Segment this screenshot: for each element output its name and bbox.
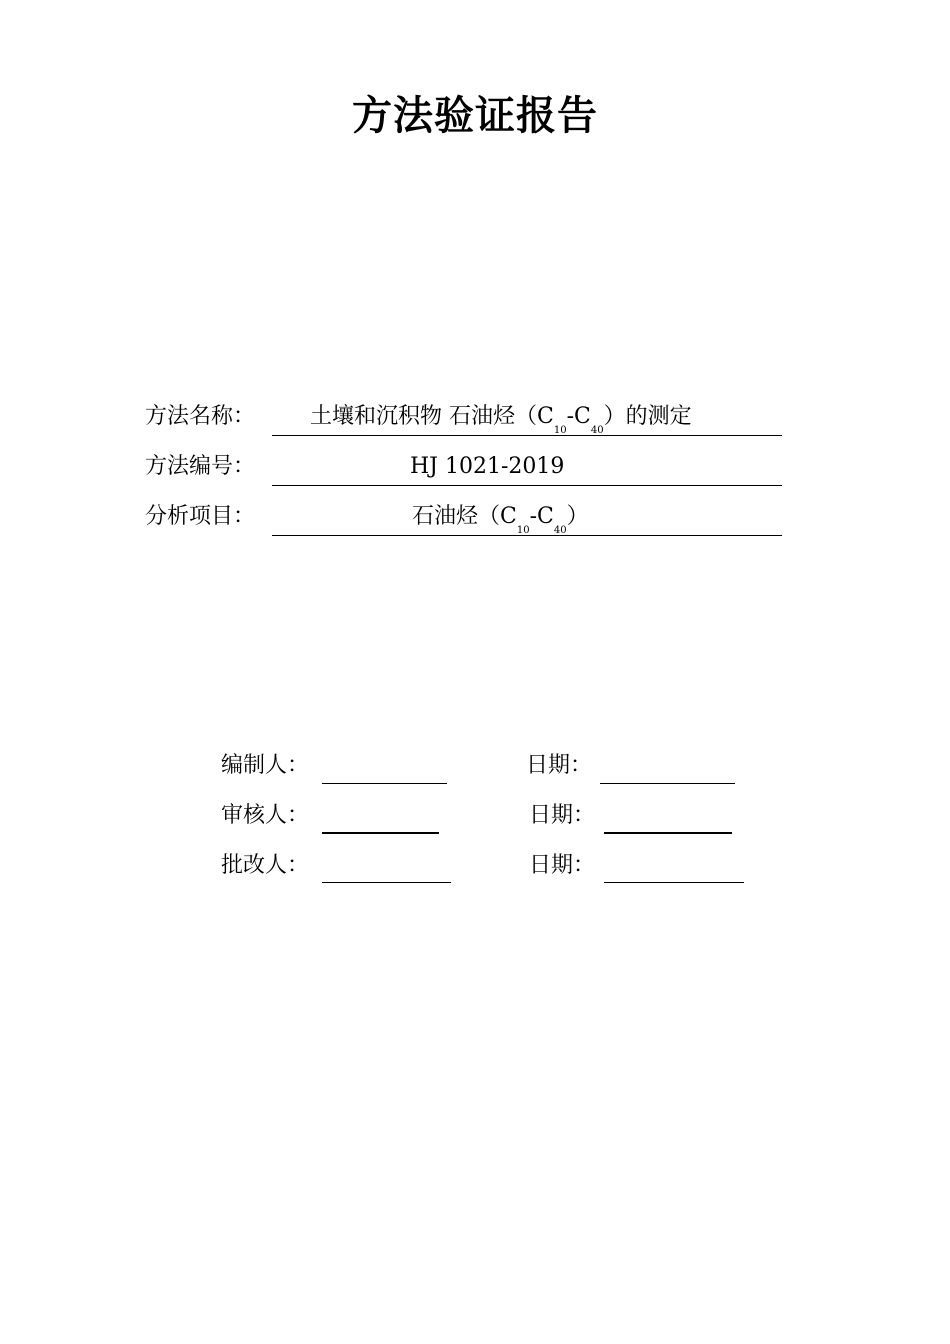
method-name-text: 土壤和沉积物 石油烃（C: [310, 404, 554, 429]
method-number-underline: [272, 485, 782, 486]
analysis-item-text: 石油烃（C: [412, 504, 517, 529]
method-name-value: [310, 402, 692, 446]
method-name-label: 方法名称：: [145, 404, 256, 429]
reviewed-by-line[interactable]: [322, 832, 439, 834]
approved-date-label: 日期：: [529, 853, 596, 878]
analysis-item-sub-10: 10: [516, 525, 530, 536]
approved-by-label: 批改人：: [221, 853, 310, 878]
method-number-value: HJ 1021-2019: [410, 454, 565, 479]
reviewed-date-label: 日期：: [529, 803, 596, 828]
report-title: 方法验证报告: [352, 92, 598, 139]
method-number-label: 方法编号：: [145, 454, 256, 479]
method-name-sub-40: 40: [590, 425, 604, 436]
method-name-sub-10: 10: [553, 425, 567, 436]
analysis-item-underline: [272, 535, 782, 536]
analysis-item-dash: -C: [529, 504, 554, 529]
method-name-dash: -C: [566, 404, 591, 429]
prepared-by-line[interactable]: [322, 783, 447, 784]
prepared-date-line[interactable]: [600, 783, 735, 784]
analysis-item-sub-40: 40: [553, 525, 567, 536]
reviewed-by-label: 审核人：: [221, 803, 310, 828]
method-name-underline: [272, 435, 782, 436]
reviewed-date-line[interactable]: [604, 832, 732, 834]
analysis-item-value: [412, 502, 589, 546]
approved-date-line[interactable]: [604, 882, 744, 883]
method-name-suffix: ）的测定: [603, 404, 692, 429]
analysis-item-suffix: ）: [566, 504, 589, 529]
approved-by-line[interactable]: [322, 882, 451, 883]
prepared-date-label: 日期：: [526, 753, 593, 778]
analysis-item-label: 分析项目：: [145, 504, 256, 529]
prepared-by-label: 编制人：: [221, 753, 310, 778]
